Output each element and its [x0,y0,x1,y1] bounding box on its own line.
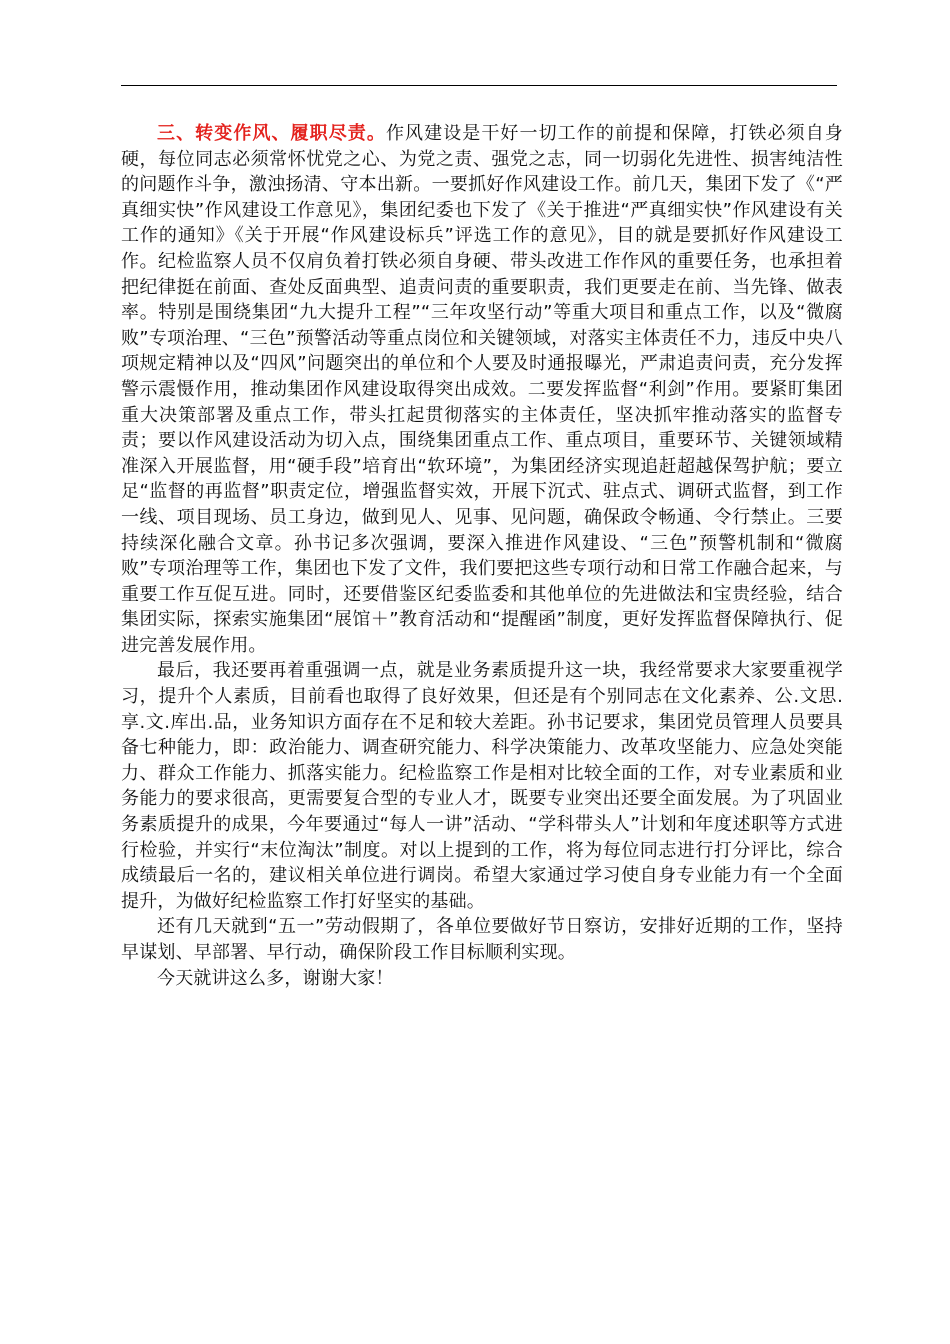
document-body [121,121,843,991]
section-three-paragraph [121,121,843,658]
header-rule [121,85,837,86]
section-heading: 三、转变作风、履职尽责。 [157,123,386,144]
paragraph-business-quality: 最后，我还要再着重强调一点，就是业务素质提升这一块，我经常要求大家要重视学习，提升个人素质，目前看也取得了良好效果，但还是有个别同志在文化素养、公.文思.享.文.库出.品，业务知识方面存在不足和较大差距。孙书记要求，集团党员管理人员要具备七种能力，即：政治能力、调查研究能力、科学决策能力、改革攻坚能力、应急处突能力、群众工作能力、抓落实能力。纪检监察工作是相对比较全面的工作，对专业素质和业务能力的要求很高，更需要复合型的专业人才，既要专业突出还要全面发展。为了巩固业务素质提升的成果，今年要通过“每人一讲”活动、“学科带头人”计划和年度述职等方式进行检验，并实行“末位淘汰”制度。对以上提到的工作，将为每位同志进行打分评比，综合成绩最后一名的，建议相关单位进行调岗。希望大家通过学习使自身专业能力有一个全面提升，为做好纪检监察工作打好坚实的基础。 [121,660,843,912]
paragraph-may-day: 还有几天就到“五一”劳动假期了，各单位要做好节日察访，安排好近期的工作，坚持早谋划、早部署、早行动，确保阶段工作目标顺利实现。 [121,916,843,963]
section-body-text: 作风建设是干好一切工作的前提和保障，打铁必须自身硬，每位同志必须常怀忧党之心、为党之责、强党之志，同一切弱化先进性、损害纯洁性的问题作斗争，激浊扬清、守本出新。一要抓好作风建设工作。前几天，集团下发了《“严真细实快”作风建设工作意见》，集团纪委也下发了《关于推进“严真细实快”作风建设有关工作的通知》《关于开展“作风建设标兵”评选工作的意见》，目的就是要抓好作风建设工作。纪检监察人员不仅肩负着打铁必须自身硬、带头改进工作作风的重要任务，也承担着把纪律挺在前面、查处反面典型、追责问责的重要职责，我们更要走在前、当先锋、做表率。特别是围绕集团“九大提升工程”“三年攻坚行动”等重大项目和重点工作，以及“微腐败”专项治理、“三色”预警活动等重点岗位和关键领域，对落实主体责任不力，违反中央八项规定精神以及“四风”问题突出的单位和个人要及时通报曝光，严肃追责问责，充分发挥警示震慑作用，推动集团作风建设取得突出成效。二要发挥监督“利剑”作用。要紧盯集团重大决策部署及重点工作，带头扛起贯彻落实的主体责任，坚决抓牢推动落实的监督专责；要以作风建设活动为切入点，围绕集团重点工作、重点项目，重要环节、关键领域精准深入开展监督，用“硬手段”培育出“软环境”，为集团经济实现追赶超越保驾护航；要立足“监督的再监督”职责定位，增强监督实效，开展下沉式、驻点式、调研式监督，到工作一线、项目现场、员工身边，做到见人、见事、见问题，确保政令畅通、令行禁止。三要持续深化融合文章。孙书记多次强调，要深入推进作风建设、“三色”预警机制和“微腐败”专项治理等工作，集团也下发了文件，我们要把这些专项行动和日常工作融合起来，与重要工作互促互进。同时，还要借鉴区纪委监委和其他单位的先进做法和宝贵经验，结合集团实际，探索实施集团“展馆＋”教育活动和“提醒函”制度，更好发挥监督保障执行、促进完善发展作用。 [121,123,843,656]
paragraph-closing: 今天就讲这么多，谢谢大家！ [157,967,394,989]
